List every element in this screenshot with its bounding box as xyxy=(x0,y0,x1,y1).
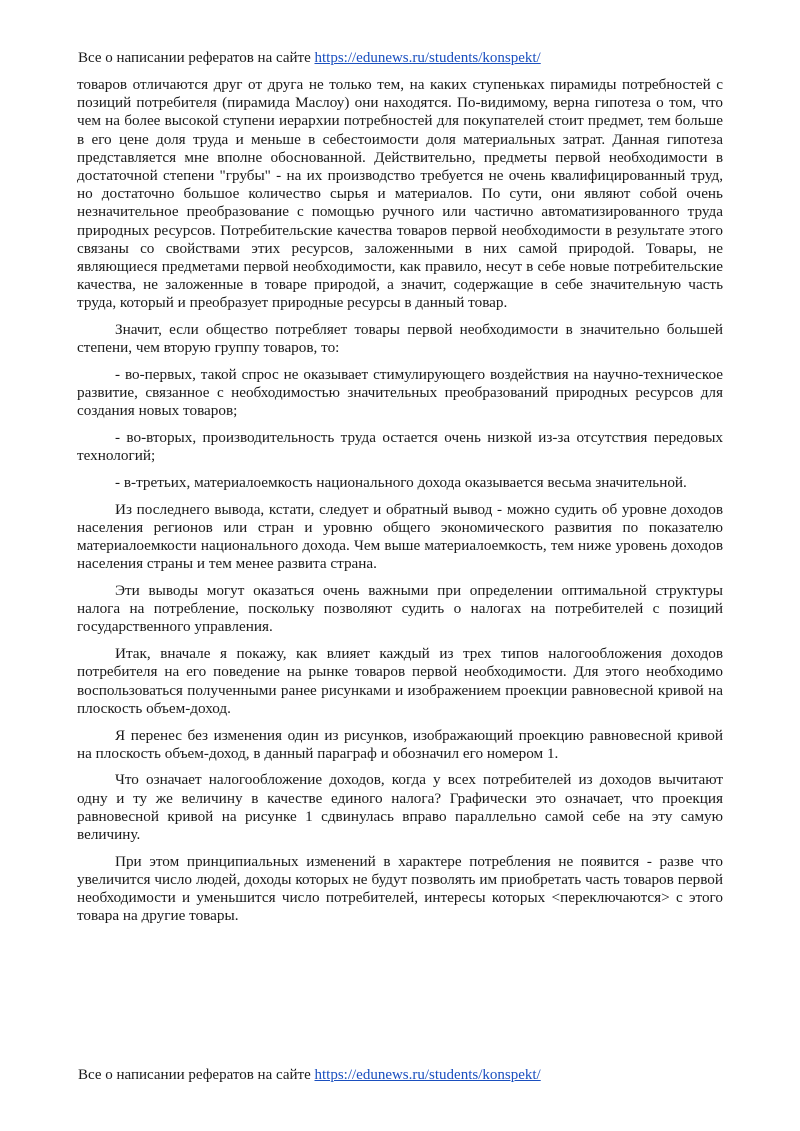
paragraph-5: Итак, вначале я покажу, как влияет каждый из трех типов налогообложения доходов потребителя на его поведение на рынке товаров первой необходимости. Для этого необходимо воспользоваться полученными ранее рисунками и изображением проекции равновесной кривой на плоскость объем-доход. xyxy=(77,645,723,717)
list-item-2: - во-вторых, производительность труда остается очень низкой из-за отсутствия передовых технологий; xyxy=(77,429,723,465)
paragraph-8: При этом принципиальных изменений в характере потребления не появится - разве что увеличится число людей, доходы которых не будут позволять им приобретать часть товаров первой необходимости и уменьшится число потребителей, интересы которых <переключаются> с этого товара на другие товары. xyxy=(77,852,723,925)
document-body xyxy=(77,76,723,934)
page-header xyxy=(78,49,541,67)
paragraph-2: Значит, если общество потребляет товары первой необходимости в значительно большей степени, чем вторую группу товаров, то: xyxy=(77,321,723,357)
paragraph-1: товаров отличаются друг от друга не только тем, на каких ступеньках пирамиды потребностей с позиций потребителя (пирамида Маслоу) они находятся. По-видимому, верна гипотеза о том, что чем на более высокой ступени иерархии потребностей для покупателей стоит предмет, тем больше в его цене доля труда и меньше в себестоимости доля материальных затрат. Данная гипотеза представляется мне вполне обоснованной. Действительно, предметы первой необходимости в достаточной степени "грубы" - на их производство требуется не очень квалифицированный труд, но достаточно большое количество сырья и материалов. По сути, они являют собой очень незначительное преобразование с помощью ручного или частично автоматизированного труда природных ресурсов. Потребительские качества товаров первой необходимости в результате этого связаны со свойствами этих ресурсов, заложенными в них самой природой. Товары, не являющиеся предметами первой необходимости, как правило, несут в себе новые потребительские качества, не заложенные в товаре природой, а значит, содержащие в себе значительную часть труда, который и преобразует природные ресурсы в данный товар. xyxy=(77,76,723,312)
footer-link[interactable]: https://edunews.ru/students/konspekt/ xyxy=(314,1067,541,1083)
page-footer xyxy=(78,1066,541,1084)
header-text: Все о написании рефератов на сайте xyxy=(78,50,315,66)
paragraph-3: Из последнего вывода, кстати, следует и обратный вывод - можно судить об уровне доходов населения регионов или стран и уровню общего экономического развития по показателю материалоемкости национального дохода. Чем выше материалоемкость, тем ниже уровень доходов населения страны и тем менее развита страна. xyxy=(77,500,723,573)
list-item-3: - в-третьих, материалоемкость национального дохода оказывается весьма значительной. xyxy=(115,474,687,492)
footer-text: Все о написании рефератов на сайте xyxy=(78,1067,315,1083)
paragraph-4: Эти выводы могут оказаться очень важными при определении оптимальной структуры налога на потребление, поскольку позволяют судить о налогах на потребителей с позиций государственного управления. xyxy=(77,582,723,636)
header-link[interactable]: https://edunews.ru/students/konspekt/ xyxy=(314,50,541,66)
paragraph-7: Что означает налогообложение доходов, когда у всех потребителей из доходов вычитают одну и ту же величину в качестве единого налога? Графически это означает, что проекция равновесной кривой на рисунке 1 сдвинулась вправо параллельно самой себе на эту самую величину. xyxy=(77,771,723,844)
list-item-1: - во-первых, такой спрос не оказывает стимулирующего воздействия на научно-техническое развитие, связанное с необходимостью значительных преобразований природных ресурсов для создания новых товаров; xyxy=(77,366,723,420)
paragraph-6: Я перенес без изменения один из рисунков, изображающий проекцию равновесной кривой на плоскость объем-доход, в данный параграф и обозначил его номером 1. xyxy=(77,726,723,762)
